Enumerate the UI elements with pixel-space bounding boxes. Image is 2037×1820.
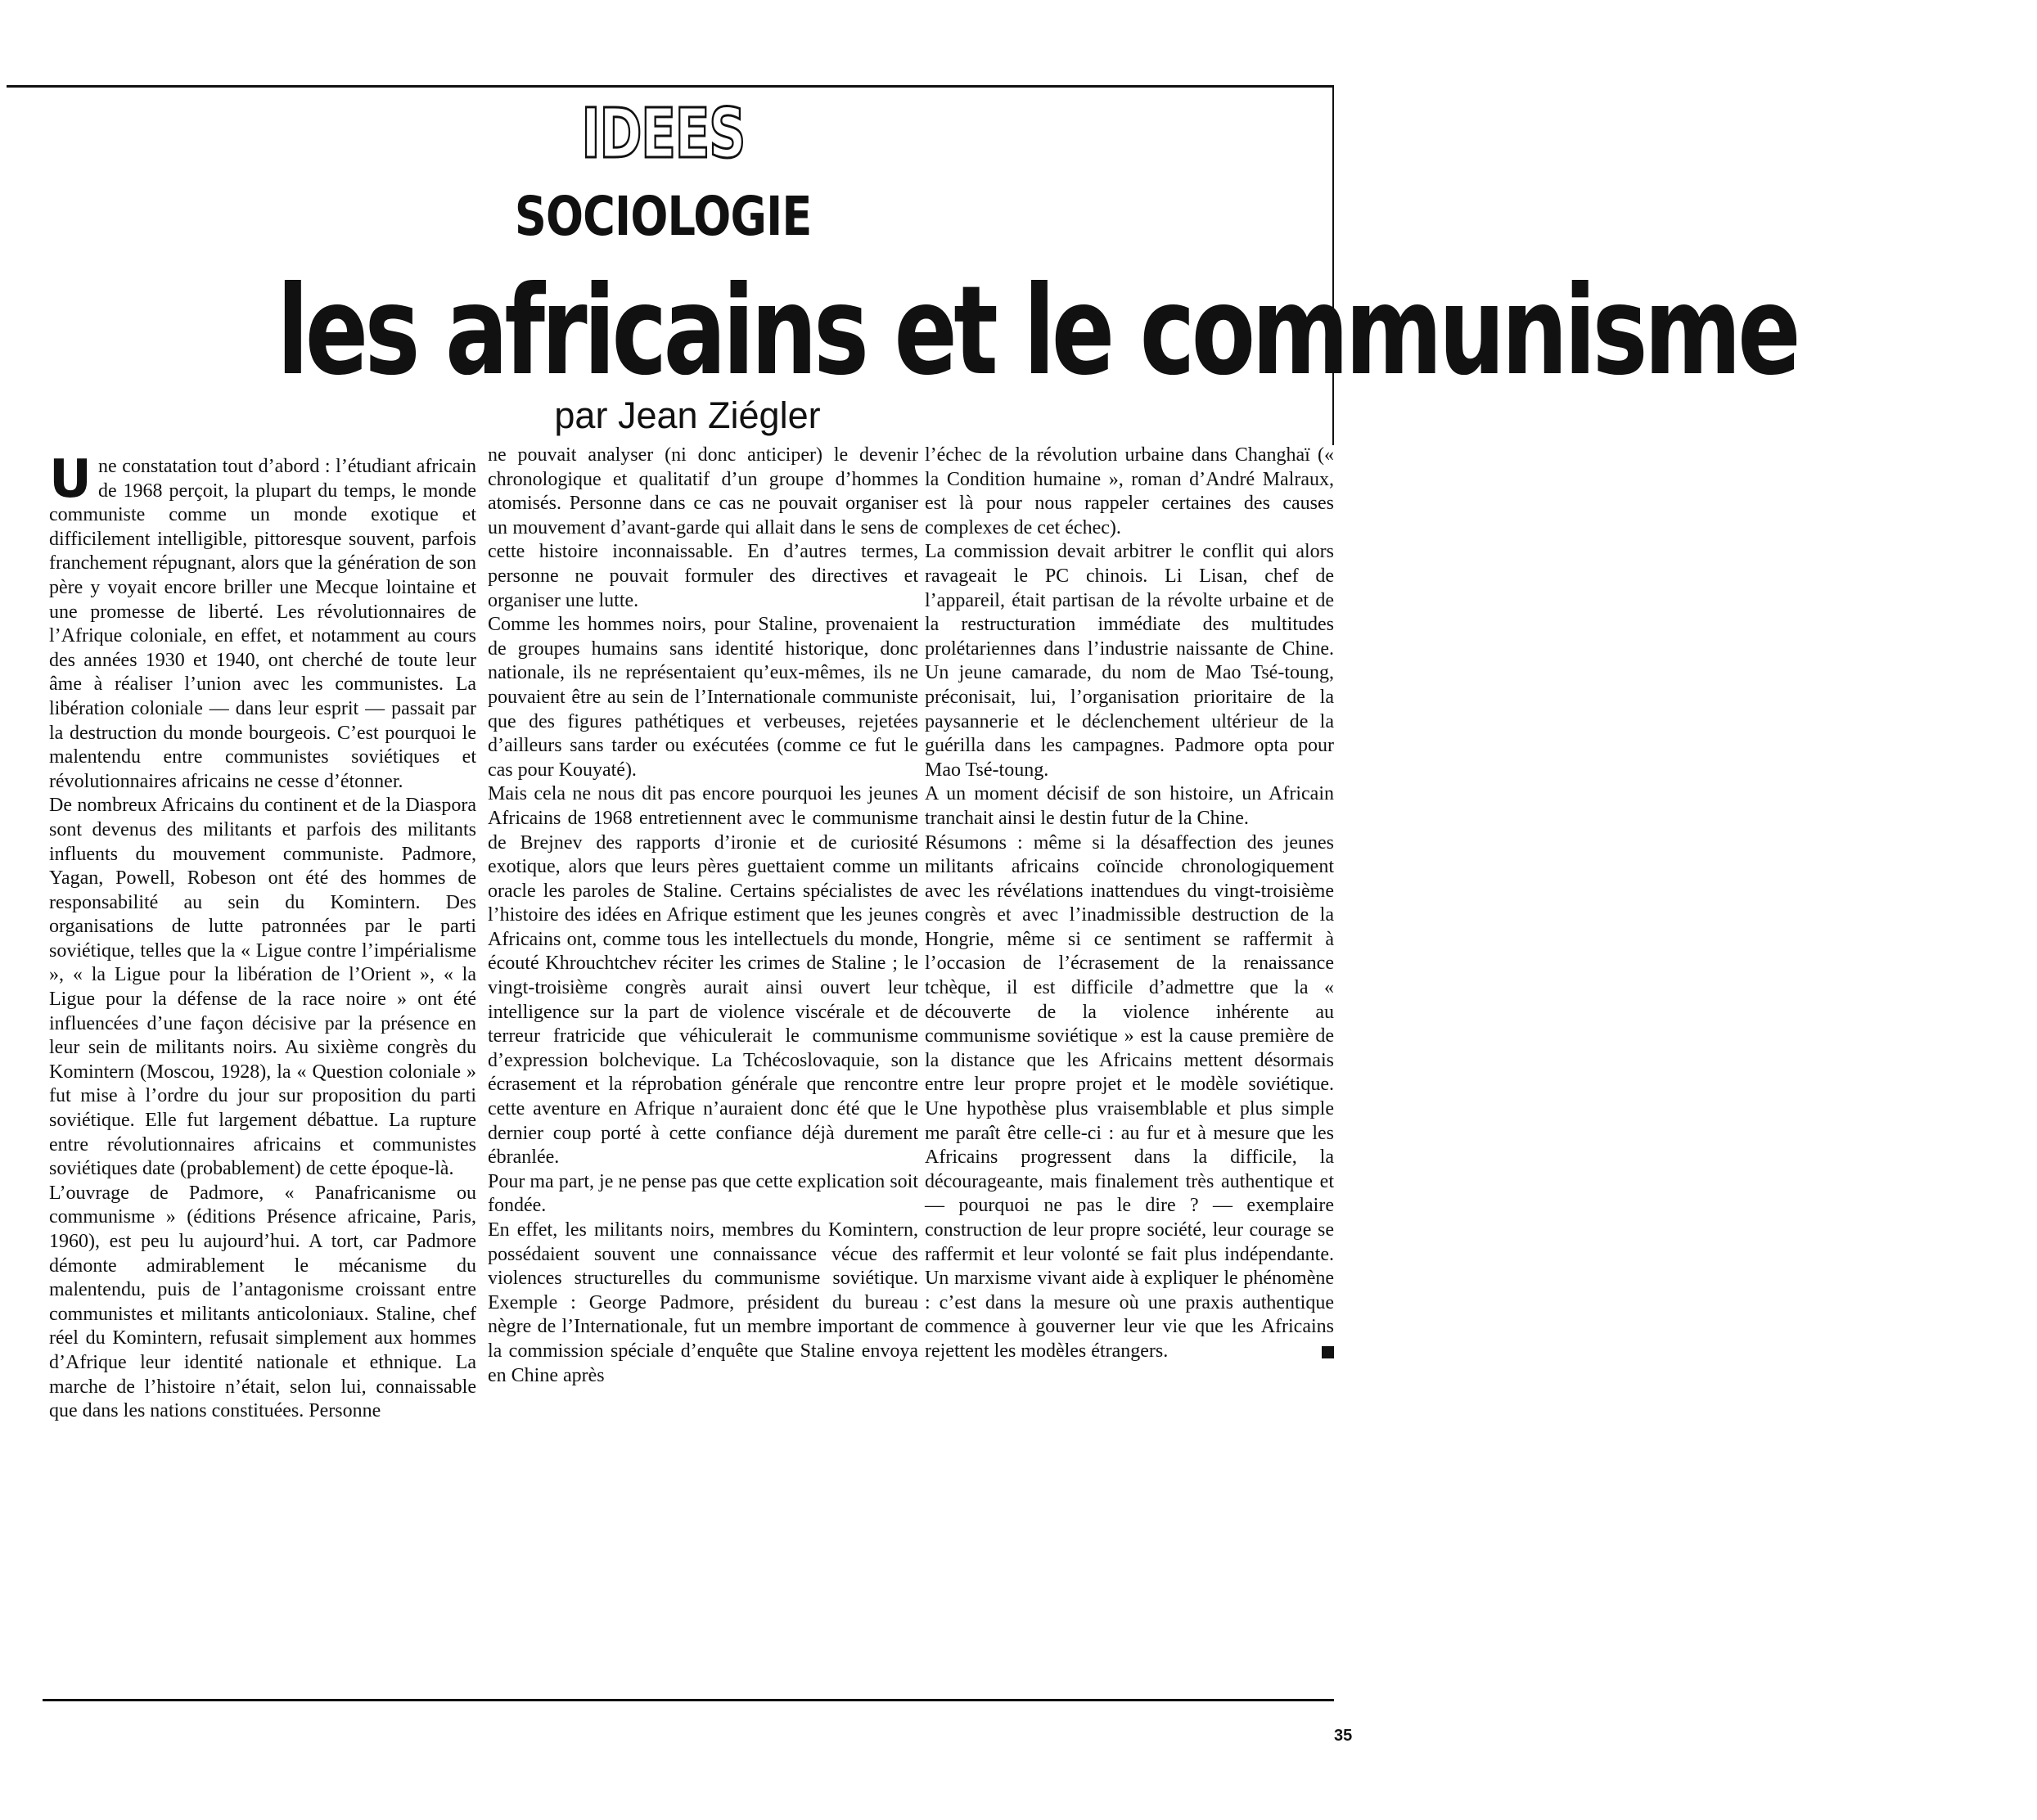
paragraph — [925, 831, 1334, 1364]
section-title-text: SOCIOLOGIE — [514, 185, 812, 248]
section-kicker: IDEES — [581, 93, 745, 173]
page-number: 35 — [1334, 1727, 1353, 1745]
paragraph: En effet, les militants noirs, membres du Komintern, possédaient souvent une connaissance vécue des violences structurelles du communisme soviétique. Exemple : George Padmore, président du bureau nègre de l’Internationale, fut un membre important de la commission spéciale d’enquête que Staline envoya en Chine après — [488, 1219, 918, 1386]
end-of-article-square-icon — [1322, 1346, 1334, 1358]
section-title — [458, 184, 868, 250]
paragraph-text: ne constatation tout d’abord : l’étudiant africain de 1968 perçoit, la plupart du temps, le monde communiste comme un monde exotique et difficilement intelligible, pittoresque souvent, parfois franchement répugnant, alors que la génération de son père y voyait encore briller une Mecque lointaine et une promesse de liberté. Les révolutionnaires de l’Afrique coloniale, en effet, et notamment au cours des années 1930 et 1940, ont cherché de toute leur âme à réaliser l’union avec les communistes. La libération coloniale — dans leur esprit — passait par la destruction du monde bourgeois. C’est pourquoi le malentendu entre communistes soviétiques et révolutionnaires africains ne cesse d’étonner. — [49, 456, 476, 792]
bottom-rule — [43, 1699, 1334, 1701]
article-column-1 — [49, 449, 476, 1424]
drop-cap: U — [49, 449, 92, 510]
article-column-3 — [925, 444, 1334, 1364]
kicker-block — [540, 94, 786, 173]
paragraph: L’ouvrage de Padmore, « Panafricanisme ou communisme » (éditions Présence africaine, Paris, 1960), est peu lu aujourd’hui. A tort, car Padmore démonte admirablement le mécanisme du malentendu, puis de l’antagonisme croissant entre communistes et militants anticoloniaux. Staline, chef réel du Komintern, refusait simplement aux hommes d’Afrique leur identité nationale et ethnique. La marche de l’histoire n’était, selon lui, connaissable que dans les nations constituées. Personne — [49, 1182, 476, 1422]
paragraph: Mais cela ne nous dit pas encore pourquoi les jeunes Africains de 1968 entretiennent avec le communisme de Brejnev des rapports d’ironie et de curiosité exotique, alors que leurs pères guettaient comme un oracle les paroles de Staline. Certains spécialistes de l’histoire des idées en Afrique estiment que les jeunes Africains ont, comme tous les intellectuels du monde, écouté Khrouchtchev réciter les crimes de Staline ; le vingt-troisième congrès aurait ainsi ouvert leur intelligence sur la part de violence viscérale et de terreur fratricide que véhiculerait le communisme d’expression bolchevique. La Tchécoslovaquie, son écrasement et la réprobation générale que rencontre cette aventure en Afrique n’auraient donc été que le dernier coup porté à cette confiance déjà durement ébranlée. — [488, 783, 918, 1169]
article-byline: par Jean Ziégler — [554, 394, 821, 436]
paragraph: ne pouvait analyser (ni donc anticiper) le devenir chronologique et qualitatif d’un groupe d’hommes atomisés. Personne dans ce cas ne pouvait organiser un mouvement d’avant-garde qui allait dans le sens de cette histoire inconnaissable. En d’autres termes, personne ne pouvait formuler des directives et organiser une lutte. — [488, 444, 918, 611]
top-frame-rule — [7, 85, 1334, 88]
paragraph-text: Résumons : même si la désaffection des jeunes militants africains coïncide chronologiquement avec les révélations inattendues du vingt-troisième congrès et avec l’inadmissible destruction de la Hongrie, même si ce sentiment se raffermit à l’occasion de l’écrasement de la renaissance tchèque, il est difficile d’admettre que la « découverte de la violence inhérente au communisme soviétique » est la cause première de la distance que les Africains mettent désormais entre leur propre projet et le modèle soviétique. Une hypothèse plus vraisemblable et plus simple me paraît être celle-ci : au fur et à mesure que les Africains progressent dans la difficile, la décourageante, mais finalement très authentique et — pourquoi ne pas le dire ? — exemplaire construction de leur propre société, leur courage se raffermit et leur volonté se fait plus indépendante. Un marxisme vivant aide à expliquer le phénomène : c’est dans la mesure où une praxis authentique commence à gouverner leur vie que les Africains rejettent les modèles étrangers. — [925, 831, 1334, 1362]
article-headline — [37, 260, 1797, 403]
paragraph: Pour ma part, je ne pense pas que cette explication soit fondée. — [488, 1170, 918, 1217]
paragraph: A un moment décisif de son histoire, un Africain tranchait ainsi le destin futur de la Chine. — [925, 783, 1334, 829]
paragraph: l’échec de la révolution urbaine dans Changhaï (« la Condition humaine », roman d’André Malraux, est là pour nous rappeler certaines des causes complexes de cet échec). — [925, 444, 1334, 538]
article-column-2 — [488, 444, 918, 1388]
paragraph: Comme les hommes noirs, pour Staline, provenaient de groupes humains sans identité historique, donc nationale, ils ne représentaient qu’eux-mêmes, ils ne pouvaient être au sein de l’Internationale communiste que des figures pathétiques et verbeuses, rejetées d’ailleurs sans tarder ou exécutées (comme ce fut le cas pour Kouyaté). — [488, 614, 918, 781]
paragraph: De nombreux Africains du continent et de la Diaspora sont devenus des militants et parfois des militants influents du mouvement communiste. Padmore, Yagan, Powell, Robeson ont été des hommes de responsabilité au sein du Komintern. Des organisations de lutte patronnées par le parti soviétique, telles que la « Ligue contre l’impérialisme », « la Ligue pour la libération de l’Orient », « la Ligue pour la défense de la race noire » ont été influencées d’une façon décisive par la présence en leur sein de militants noirs. Au sixième congrès du Komintern (Moscou, 1928), la « Question coloniale » fut mise à l’ordre du jour sur proposition du parti soviétique. Elle fut largement débattue. La rupture entre révolutionnaires africains et communistes soviétiques date (probablement) de cette époque-là. — [49, 795, 476, 1180]
paragraph — [49, 449, 476, 794]
headline-text: les africains et le communisme — [277, 260, 1797, 403]
paragraph: La commission devait arbitrer le conflit qui alors ravageait le PC chinois. Li Lisan, chef de l’appareil, était partisan de la révolte urbaine et de la restructuration immédiate des multitudes prolétariennes dans l’industrie naissante de Chine. Un jeune camarade, du nom de Mao Tsé-toung, préconisait, lui, l’organisation prioritaire de la paysannerie et le déclenchement ultérieur de la guérilla dans les campagnes. Padmore opta pour Mao Tsé-toung. — [925, 541, 1334, 781]
